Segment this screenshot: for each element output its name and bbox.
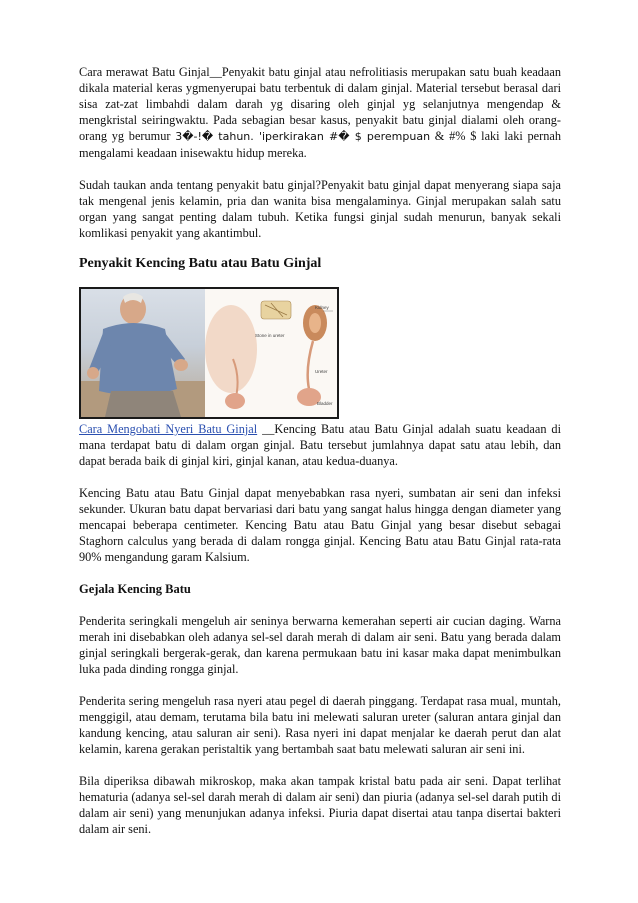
label-stone: Stone in ureter [255,333,285,338]
intro-text-lead: Cara merawat Batu Ginjal__Penyakit batu ginjal atau nefrolitiasis merupakan satu buah keadaan dikala material keras ygmenyerupai batu terbentuk di dalam ginjal. Material tersebut berasal dari sisa zat-zat limbahdi dalam darah yg disaring oleh ginjal yg selanjutnya mengendap & mengkristal seiringwaktu. Pada sebagian besar kasus, penyakit batu ginjal dialami oleh orang-orang yg berumur [79,65,561,143]
label-bladder: Bladder [317,401,333,406]
section1-paragraph-2: Kencing Batu atau Batu Ginjal dapat menyebabkan rasa nyeri, sumbatan air seni dan infeksi sekunder. Ukuran batu dapat bervariasi dari batu yang sangat halus hingga dengan diameter yang mencapai beberapa centimeter. Kencing Batu atau Batu Ginjal yang besar disebut sebagai Staghorn calculus yang berada di dalam rongga ginjal. Kencing Batu atau Batu Ginjal rata-rata 90% mengandung garam Kalsium. [79,486,561,564]
section1-paragraph-1-text: __Kencing Batu atau Batu Ginjal adalah suatu keadaan di mana terdapat batu di dalam organ ginjal. Batu tersebut jumlahnya dapat satu atau lebih, dan dapat berada baik di ginjal kiri, ginjal kanan, atau kedua-duanya. [79,422,561,468]
kidney-stone-illustration [79,287,339,419]
intro-paragraph-2: Sudah taukan anda tentang penyakit batu ginjal?Penyakit batu ginjal dapat menyerang siapa saja tak mengenal jenis kelamin, pria dan wanita bisa mengalaminya. Ginjal merupakan salah satu organ yang sangat penting dalam tubuh. Ketika fungsi ginjal sudah menurun, banyak sekali komlikasi penyakit yang akantimbul. [79,178,561,240]
intro-garbled-text: 3�-!� tahun. 'iperkirakan #� $ perempuan [175,130,431,143]
intro-text-tail: & #% $ laki laki pernah mengalami keadaan inisewaktu hidup mereka. [79,129,561,160]
link-cara-mengobati[interactable]: Cara Mengobati Nyeri Batu Ginjal [79,422,258,436]
section-heading-penyakit: Penyakit Kencing Batu atau Batu Ginjal [79,256,322,271]
label-kidney: Kidney [315,305,329,310]
man-figure-icon [81,289,205,417]
section2-paragraph-1: Penderita seringkali mengeluh air seninya berwarna kemerahan seperti air cucian daging. Warna merah ini disebabkan oleh adanya sel-sel darah merah di dalam air seni. Batu yang berada dalam ginjal seringkali bergerak-gerak, dan karena permukaan batu ini kasar maka dapat menimbulkan luka pada dinding rongga ginjal. [79,614,561,676]
man-back-pain-photo [81,289,205,417]
section-heading-gejala: Gejala Kencing Batu [79,582,191,596]
label-ureter: Ureter [315,369,328,374]
section2-paragraph-2: Penderita sering mengeluh rasa nyeri atau pegel di daerah pinggang. Terdapat rasa mual, muntah, menggigil, atau demam, terutama bila batu ini melewati saluran ureter (saluran antara ginjal dan kandung kencing, atau saluran air seni). Rasa nyeri ini dapat menjalar ke daerah perut dan alat kelamin, karena gerakan peristaltik yang bertambah saat batu melewati saluran air seni ini. [79,694,561,756]
section2-paragraph-3: Bila diperiksa dibawah mikroskop, maka akan tampak kristal batu pada air seni. Dapat terlihat hematuria (adanya sel-sel darah merah di dalam air seni) dan piuria (adanya sel-sel darah putih di dalam air seni) yang menunjukan adanya infeksi. Piuria dapat disertai atau tanpa disertai bakteri dalam air seni. [79,774,561,836]
intro-paragraph-1 [79,64,561,161]
section1-paragraph-1 [79,421,561,469]
document-page [79,64,561,837]
urinary-tract-diagram [205,289,337,417]
